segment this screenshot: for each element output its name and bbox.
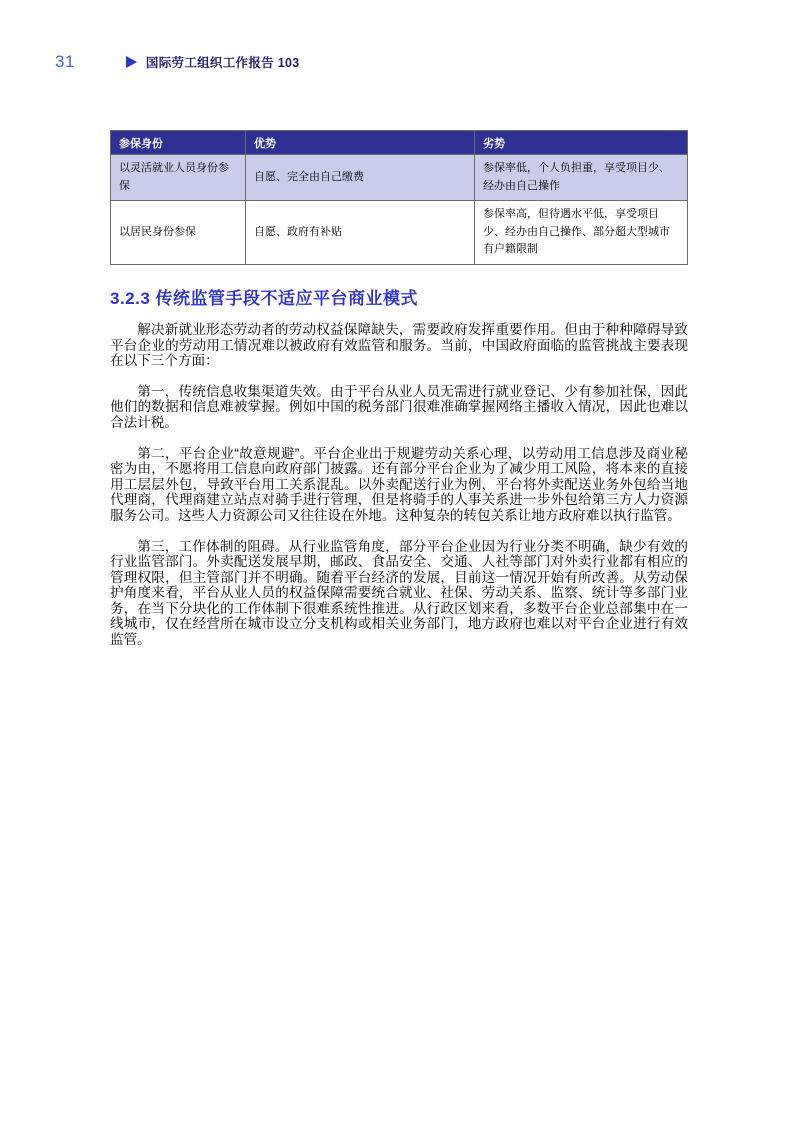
cell-identity: 以居民身份参保 [111,201,246,265]
section-heading: 3.2.3 传统监管手段不适应平台商业模式 [110,288,419,308]
cell-cons: 参保率高，但待遇水平低，享受项目少、经办由自己操作、部分超大型城市有户籍限制 [475,201,688,265]
triangle-bullet-icon [126,56,137,68]
cell-pros: 自愿、政府有补贴 [246,201,475,265]
cell-cons: 参保率低，个人负担重，享受项目少、经办由自己操作 [475,155,688,201]
table-row [111,155,688,201]
column-header-cons: 劣势 [475,131,688,155]
cell-pros: 自愿、完全由自己缴费 [246,155,475,201]
page-header [55,52,738,72]
body-paragraph: 第一，传统信息收集渠道失效。由于平台从业人员无需进行就业登记、少有参加社保，因此他们的数据和信息难被掌握。例如中国的税务部门很难准确掌握网络主播收入情况，因此也难以合法计税。 [110,383,688,430]
table-header-row [111,131,688,155]
insurance-comparison-table [110,130,688,265]
table-row [111,201,688,265]
body-paragraph: 解决新就业形态劳动者的劳动权益保障缺失，需要政府发挥重要作用。但由于种种障碍导致平台企业的劳动用工情况难以被政府有效监管和服务。当前，中国政府面临的监管挑战主要表现在以下三个方面： [110,321,688,369]
page-number: 31 [55,52,75,71]
column-header-identity: 参保身份 [111,131,246,155]
report-title: 国际劳工组织工作报告 103 [145,56,300,70]
page-content [110,130,688,648]
column-header-pros: 优势 [246,131,475,155]
cell-identity: 以灵活就业人员身份参保 [111,155,246,201]
body-paragraph: 第三，工作体制的阻碍。从行业监管角度，部分平台企业因为行业分类不明确，缺少有效的行业监管部门。外卖配送发展早期，邮政、食品安全、交通、人社等部门对外卖行业都有相应的管理权限，但主管部门并不明确。随着平台经济的发展，目前这一情况开始有所改善。从劳动保护角度来看，平台从业人员的权益保障需要统合就业、社保、劳动关系、监察、统计等多部门业务，在当下分块化的工作体制下很难系统性推进。从行政区划来看，多数平台企业总部集中在一线城市，仅在经营所在城市设立分支机构或相关业务部门，地方政府也难以对平台企业进行有效监管。 [110,538,688,648]
body-paragraph: 第二，平台企业“故意规避”。平台企业出于规避劳动关系心理，以劳动用工信息涉及商业秘密为由，不愿将用工信息向政府部门披露。还有部分平台企业为了减少用工风险，将本来的直接用工层层外包，导致平台用工关系混乱。以外卖配送行业为例，平台将外卖配送业务外包给当地代理商，代理商建立站点对骑手进行管理，但是将骑手的人事关系进一步外包给第三方人力资源服务公司。这些人力资源公司又往往设在外地。这种复杂的转包关系让地方政府难以执行监管。 [110,445,688,523]
